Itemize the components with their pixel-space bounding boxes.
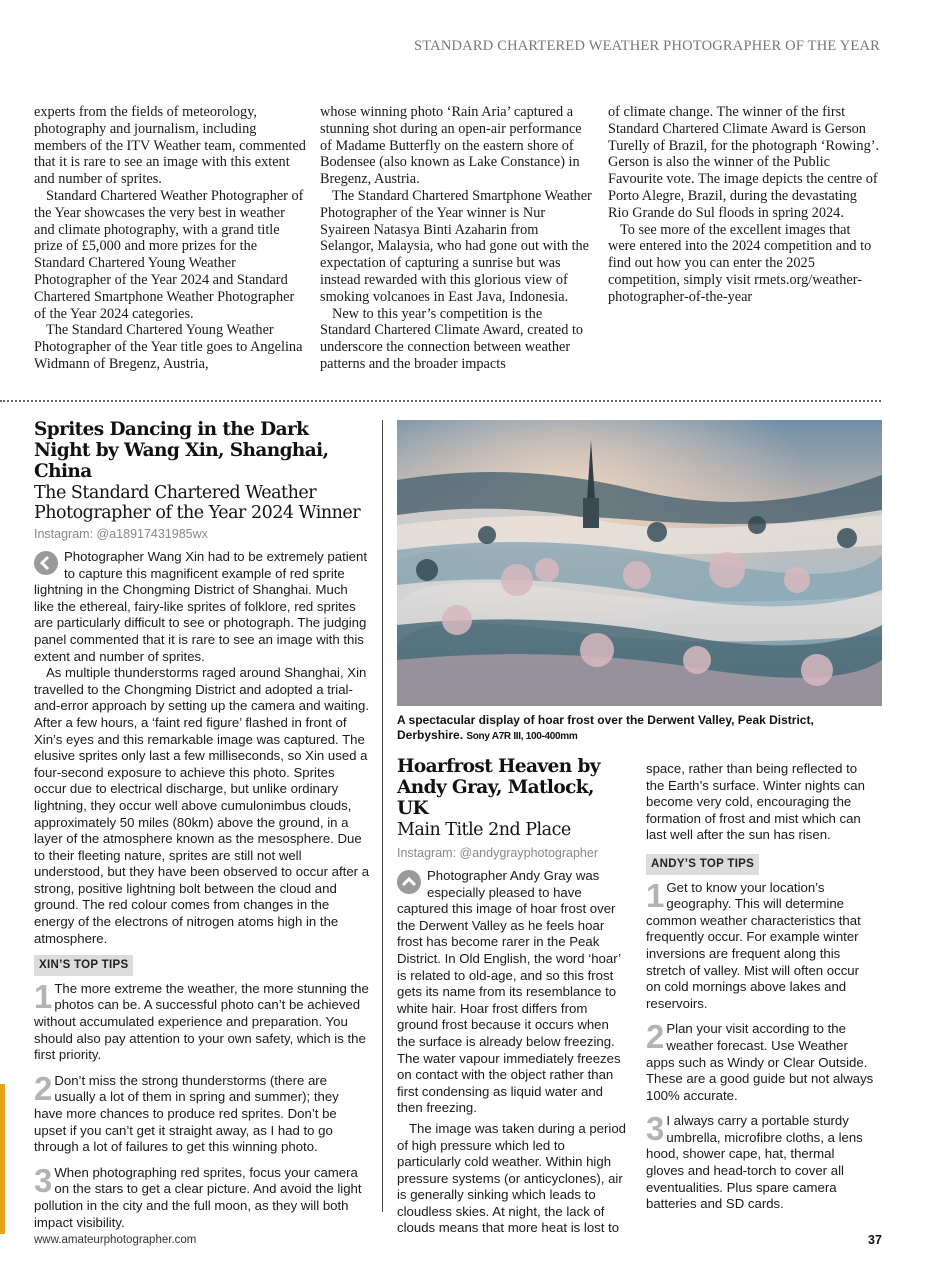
hoarfrost-article (397, 756, 629, 1237)
article-body (34, 549, 370, 1231)
tip-text: Don’t miss the strong thunderstorms (there are usually a lot of them in spring and summer); they have more chances to produce red sprites. Don’t be upset if you can’t get it straight away, as I had to go through a lot of failures to get this winning photo. (34, 1072, 339, 1155)
tip-item (34, 1161, 370, 1231)
hoar-frost-photo (397, 420, 882, 706)
tip-text: Plan your visit according to the weather forecast. Use Weather apps such as Windy or Clear Outside. These are a good guide but not always 100% accurate. (646, 1021, 874, 1103)
photo-caption (397, 713, 867, 744)
body-paragraph: Photographer Wang Xin had to be extremely patient to capture this magnificent example of red sprite lightning in the Chongming District of Shanghai. Much like the ethereal, fairy-like sprites of folklore, red sprites are particularly difficult to see or photograph. The judging panel commented that it is rare to see an image with this extent and number of sprites. (34, 549, 368, 664)
intro-paragraph: of climate change. The winner of the first Standard Chartered Climate Award is Gerson Turelly of Brazil, for the photograph ‘Rowing’. Gerson is also the winner of the Public Favourite vote. The image depicts the centre of Porto Alegre, Brazil, during the devastating Rio Grande do Sul floods in spring 2024. (608, 104, 880, 221)
article-body (397, 868, 629, 1237)
instagram-handle: Instagram: @a18917431985wx (34, 527, 208, 541)
tip-text: The more extreme the weather, the more stunning the photos can be. A successful photo can’t be achieved without accumulated experience and preparation. You should also pay attention to your own safety, which is the first priority. (34, 980, 369, 1063)
quote-arrow-icon (34, 551, 58, 575)
sprites-article (34, 419, 370, 1231)
article-subtitle: Main Title 2nd Place (397, 820, 571, 840)
intro-paragraph: whose winning photo ‘Rain Aria’ captured a stunning shot during an open-air performance of Madame Butterfly on the eastern shore of Bodensee (also known as Lake Constance) in Bregenz, Austria. (320, 104, 582, 188)
tips-heading: ANDY’S TOP TIPS (646, 854, 759, 875)
intro-column-1 (34, 104, 306, 373)
intro-paragraph: experts from the fields of meteorology, photography and journalism, including members of the ITV Weather team, commented that it is rare to see an image with this extent and number of sprites. (34, 104, 306, 188)
running-header: STANDARD CHARTERED WEATHER PHOTOGRAPHER OF THE YEAR (413, 38, 880, 54)
page-number: 37 (868, 1233, 882, 1247)
tip-number: 2 (34, 1069, 53, 1107)
instagram-handle: Instagram: @andygrayphotographer (397, 846, 599, 860)
caption-text: A spectacular display of hoar frost over the Derwent Valley, Peak District, Derbyshire. (397, 713, 814, 742)
intro-paragraph: The Standard Chartered Young Weather Photographer of the Year title goes to Angelina Widmann of Bregenz, Austria, (34, 322, 303, 372)
column-rule (382, 420, 383, 1212)
body-paragraph: space, rather than being reflected to the Earth’s surface. Winter nights can become very cold, encouraging the formation of frost and mist which can last well after the sun has risen. (646, 761, 865, 843)
tips-heading: XIN’S TOP TIPS (34, 955, 133, 976)
tip-number: 3 (646, 1110, 665, 1148)
footer-website-link[interactable]: www.amateurphotographer.com (34, 1234, 197, 1246)
tip-item (646, 876, 876, 1013)
tip-number: 3 (34, 1161, 53, 1199)
tip-item (34, 977, 370, 1064)
article-subtitle: The Standard Chartered Weather Photographer of the Year 2024 Winner (34, 483, 361, 523)
article-body (646, 761, 876, 1213)
intro-paragraph: Standard Chartered Weather Photographer of the Year showcases the very best in weather and climate photography, with a grand title prize of £5,000 and more prizes for the Standard Chartered Young Weather Photographer of the Year 2024 and Standard Chartered Smartphone Weather Photographer of the Year 2024 categories. (34, 187, 304, 322)
tip-number: 1 (34, 977, 53, 1015)
intro-column-2 (320, 104, 592, 373)
tip-number: 1 (646, 876, 665, 914)
intro-paragraph: New to this year’s competition is the Standard Chartered Climate Award, created to underscore the connection between weather patterns and the broader impacts (320, 305, 584, 372)
tip-text: Get to know your location’s geography. This will determine common weather characteristics that frequently occur. For example winter inversions are frequent along this stretch of valley. Mist will often occur on cold mornings above lakes and reservoirs. (646, 879, 861, 1011)
quote-arrow-icon (397, 870, 421, 894)
tip-item (646, 1018, 876, 1104)
tip-item (34, 1069, 370, 1156)
intro-paragraph: To see more of the excellent images that were entered into the 2024 competition and to find out how you can enter the 2025 competition, simply visit rmets.org/weather-photographer-of-the-year (608, 221, 872, 305)
tip-text: When photographing red sprites, focus your camera on the stars to get a clear picture. And avoid the light pollution in the city and the full moon, as they will both impact visibility. (34, 1164, 362, 1230)
dotted-divider (0, 400, 881, 402)
body-paragraph: Photographer Andy Gray was especially pleased to have captured this image of hoar frost over the Derwent Valley as he feels hoar frost has become rarer in the Peak District. In Old English, the word ‘hoar’ is related to old-age, and so this frost gets its name from its resemblance to white hair. Hoar frost differs from ground frost because it occurs when the surface is already below freezing. The water vapour immediately freezes on contact with the object rather than first condensing as liquid water and then freezing. (397, 868, 621, 1116)
body-paragraph: The image was taken during a period of high pressure which led to particularly cold weather. Within high pressure systems (or anticyclones), air is generally sinking which leads to cloudless skies. At night, the lack of clouds means that more heat is lost to (397, 1120, 626, 1236)
tip-text: I always carry a portable sturdy umbrella, microfibre cloths, a lens hood, shower cape, hat, thermal gloves and head-torch to cover all eventualities. Plus spare camera batteries and SD cards. (646, 1113, 863, 1212)
hoarfrost-article-continued (646, 761, 876, 1213)
camera-info: Sony A7R III, 100-400mm (466, 731, 578, 742)
body-paragraph: As multiple thunderstorms raged around Shanghai, Xin travelled to the Chongming District and adopted a trial-and-error approach by setting up the camera and waiting. After a few hours, a ‘faint red figure’ flashed in front of Xin’s eyes and this remarkable image was captured. The elusive sprites only last a few milliseconds, so Xin used a four-second exposure to achieve this photo. Sprites occur due to electrical discharge, but unlike ordinary lightning, they occur well above cumulonimbus clouds, approximately 50 miles (80km) above the ground, in a layer of the atmosphere known as the mesosphere. Due to their fleeting nature, sprites are still not well understood, but they have been observed to occur after a strong, positive lightning bolt between the cloud and ground. The red colour comes from changes in the energy of the electrons of nitrogen atoms high in the atmosphere. (34, 665, 370, 946)
tip-item (646, 1110, 876, 1213)
article-title: Sprites Dancing in the Dark Night by Wang Xin, Shanghai, China (34, 419, 329, 482)
intro-column-3 (608, 104, 880, 306)
page-edge-accent (0, 1084, 5, 1234)
intro-paragraph: The Standard Chartered Smartphone Weather Photographer of the Year winner is Nur Syaireen Natasya Binti Azaharin from Selangor, Malaysia, who had gone out with the expectation of capturing a sunrise but was instead rewarded with this glorious view of smoking volcanoes in East Java, Indonesia. (320, 187, 592, 305)
tip-number: 2 (646, 1018, 665, 1056)
article-title: Hoarfrost Heaven by Andy Gray, Matlock, UK (397, 756, 600, 819)
